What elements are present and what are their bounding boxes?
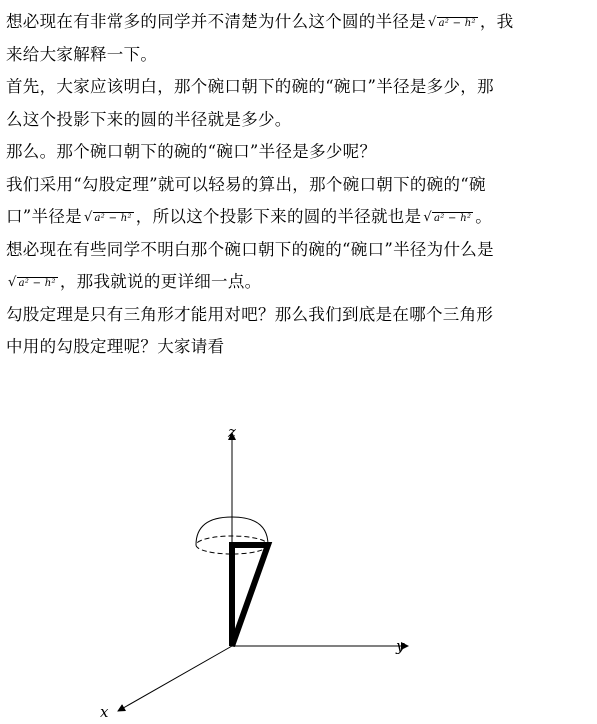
- hemisphere-diagram: [0, 415, 597, 724]
- text-line-3: 首先，大家应该明白，那个碗口朝下的碗的“碗口”半径是多少，那: [6, 77, 494, 96]
- text-line-9: √ a² − h² ，那我就说的更详细一点。: [8, 272, 262, 291]
- x-axis-label: x: [100, 703, 109, 721]
- explanation-text: [6, 6, 594, 364]
- text-segment: 想必现在有非常多的同学并不清楚为什么这个圆的半径是: [6, 12, 426, 31]
- text-line-4: 么这个投影下来的圆的半径就是多少。: [6, 109, 292, 129]
- text-line-1: [6, 6, 594, 39]
- text-line-10: 勾股定理是只有三角形才能用对吧？那么我们到底是在哪个三角形: [6, 304, 494, 324]
- y-axis-label: y: [396, 637, 405, 655]
- text-segment: ，我: [479, 12, 514, 31]
- radius-formula: √ a² − h²: [423, 210, 472, 225]
- text-line-5: 那么。那个碗口朝下的碗的“碗口”半径是多少呢？: [6, 142, 377, 161]
- z-axis-label: z: [228, 423, 236, 441]
- text-line-6: 我们采用“勾股定理”就可以轻易的算出，那个碗口朝下的碗的“碗: [6, 174, 486, 194]
- radius-formula: √ a² − h²: [428, 15, 476, 30]
- radius-formula: √ a² − h²: [83, 210, 132, 225]
- radius-formula: √ a² − h²: [8, 275, 56, 290]
- right-triangle: [232, 545, 268, 646]
- text-line-8: 想必现在有些同学不明白那个碗口朝下的碗的“碗口”半径为什么是: [6, 239, 494, 259]
- text-line-11: 中用的勾股定理呢？大家请看: [6, 337, 225, 356]
- text-line-7: 口”半径是 √ a² − h² ，所以这个投影下来的圆的半径就也是 √ a² − h² 。: [6, 207, 493, 226]
- text-line-2: 来给大家解释一下。: [6, 44, 158, 64]
- x-axis: [118, 646, 232, 711]
